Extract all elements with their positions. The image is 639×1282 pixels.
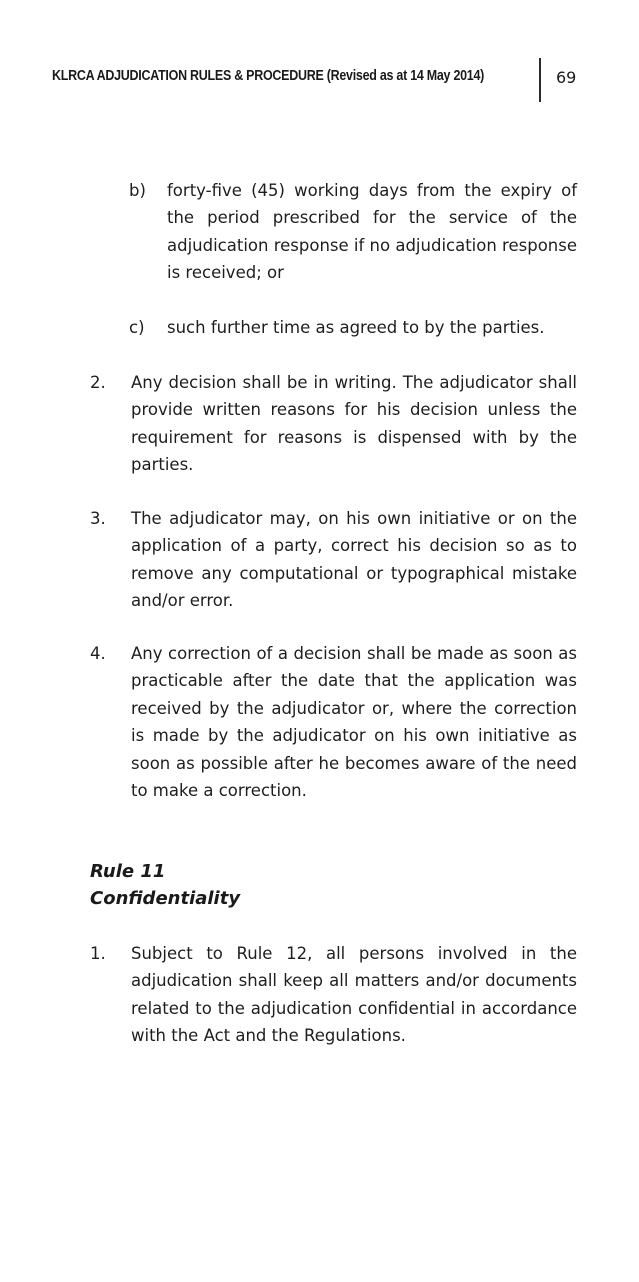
subitem-marker-b: b) bbox=[129, 181, 146, 200]
rule-title-heading: Confidentiality bbox=[90, 888, 241, 909]
item-text-4: Any correction of a decision shall be made as soon as practicable after the date that the application was received by the adjudicator or, where the correction is made by the adjudicator on his own initiative as soon as possible after he becomes aware of the need to make a correction. bbox=[131, 644, 577, 801]
item-text-3: The adjudicator may, on his own initiative or on the application of a party, correct his decision so as to remove any computational or typographical mistake and/or error. bbox=[131, 509, 577, 611]
subitem-marker-c: c) bbox=[129, 318, 145, 337]
page-number: 69 bbox=[556, 68, 577, 87]
header-divider bbox=[539, 58, 541, 102]
rule-item-text-1: Subject to Rule 12, all persons involved in the adjudication shall keep all matters and/or documents related to the adjudication confidential in accordance with the Act and the Regulations. bbox=[131, 944, 577, 1046]
rule-item-marker-1: 1. bbox=[90, 944, 106, 963]
item-marker-4: 4. bbox=[90, 644, 106, 663]
subitem-text-b: forty-five (45) working days from the expiry of the period prescribed for the service of the adjudication response if no adjudication response is received; or bbox=[167, 181, 578, 283]
item-text-2: Any decision shall be in writing. The adjudicator shall provide written reasons for his decision unless the requirement for reasons is dispensed with by the parties. bbox=[131, 373, 577, 475]
item-marker-3: 3. bbox=[90, 509, 106, 528]
subitem-text-c: such further time as agreed to by the parties. bbox=[167, 318, 545, 337]
rule-number-heading: Rule 11 bbox=[90, 861, 166, 882]
item-marker-2: 2. bbox=[90, 373, 106, 392]
running-header-title: KLRCA ADJUDICATION RULES & PROCEDURE (Revised as at 14 May 2014) bbox=[52, 68, 485, 84]
